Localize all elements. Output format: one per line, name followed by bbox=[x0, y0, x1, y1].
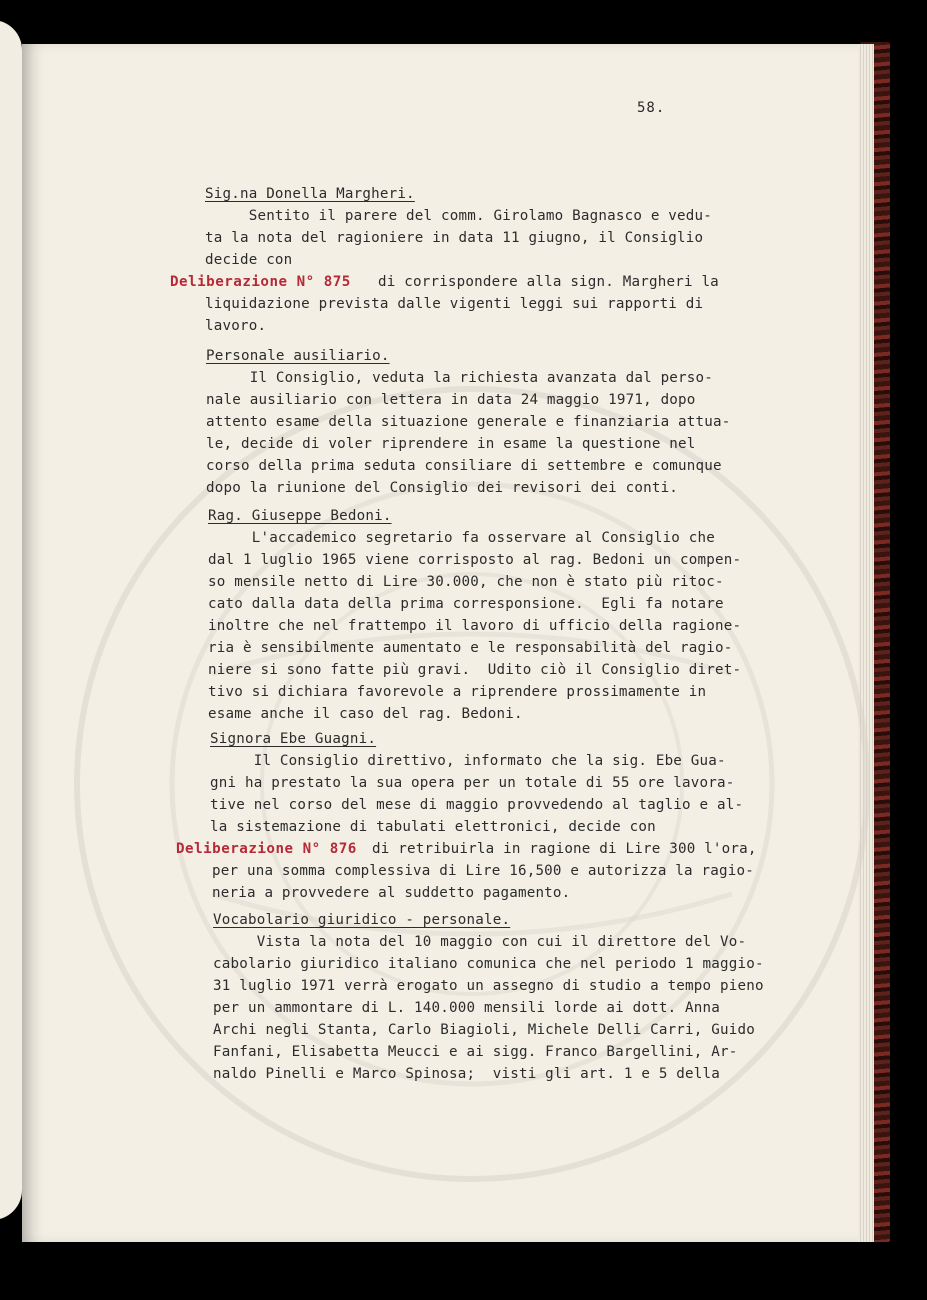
paragraph-line: ria è sensibilmente aumentato e le responsabilità del ragio- bbox=[208, 640, 733, 656]
paragraph-line: per un ammontare di L. 140.000 mensili lorde ai dott. Anna bbox=[213, 1000, 721, 1016]
paragraph-line: le, decide di voler riprendere in esame la questione nel bbox=[206, 436, 696, 452]
paragraph-line: Archi negli Stanta, Carlo Biagioli, Michele Delli Carri, Guido bbox=[213, 1022, 755, 1038]
paragraph-line: L'accademico segretario fa osservare al Consiglio che bbox=[208, 530, 716, 546]
section-heading-vocabolario: Vocabolario giuridico - personale. bbox=[213, 912, 511, 928]
section-heading-personale: Personale ausiliario. bbox=[206, 348, 390, 364]
paragraph-line: per una somma complessiva di Lire 16,500 e autorizza la ragio- bbox=[212, 863, 754, 879]
paragraph-line: Sentito il parere del comm. Girolamo Bagnasco e vedu- bbox=[205, 208, 713, 224]
paragraph-line: dal 1 luglio 1965 viene corrisposto al rag. Bedoni un compen- bbox=[208, 552, 742, 568]
paragraph-line: naldo Pinelli e Marco Spinosa; visti gli art. 1 e 5 della bbox=[213, 1066, 721, 1082]
paragraph-line: Vista la nota del 10 maggio con cui il direttore del Vo- bbox=[213, 934, 747, 950]
paragraph-line: tive nel corso del mese di maggio provvedendo al taglio e al- bbox=[210, 797, 744, 813]
paragraph-line: corso della prima seduta consiliare di settembre e comunque bbox=[206, 458, 722, 474]
paragraph-line: nale ausiliario con lettera in data 24 maggio 1971, dopo bbox=[206, 392, 696, 408]
deliberation-text: di retribuirla in ragione di Lire 300 l'ora, bbox=[372, 841, 757, 857]
deliberation-label-875: Deliberazione N° 875 bbox=[170, 274, 351, 290]
deliberation-text: di corrispondere alla sign. Margheri la bbox=[378, 274, 719, 290]
paragraph-line: cabolario giuridico italiano comunica che nel periodo 1 maggio- bbox=[213, 956, 764, 972]
paragraph-line: gni ha prestato la sua opera per un totale di 55 ore lavora- bbox=[210, 775, 735, 791]
section-heading-bedoni: Rag. Giuseppe Bedoni. bbox=[208, 508, 392, 524]
paragraph-line: liquidazione prevista dalle vigenti leggi sui rapporti di bbox=[205, 296, 704, 312]
paragraph-line: so mensile netto di Lire 30.000, che non è stato più ritoc- bbox=[208, 574, 724, 590]
deliberation-label-876: Deliberazione N° 876 bbox=[176, 841, 357, 857]
paragraph-line: Fanfani, Elisabetta Meucci e ai sigg. Franco Bargellini, Ar- bbox=[213, 1044, 738, 1060]
section-heading-guagni: Signora Ebe Guagni. bbox=[210, 731, 377, 747]
paragraph-line: inoltre che nel frattempo il lavoro di ufficio della ragione- bbox=[208, 618, 742, 634]
paragraph-line: decide con bbox=[205, 252, 293, 268]
paragraph-line: dopo la riunione del Consiglio dei revisori dei conti. bbox=[206, 480, 679, 496]
paragraph-line: cato dalla data della prima corresponsione. Egli fa notare bbox=[208, 596, 724, 612]
paragraph-line: la sistemazione di tabulati elettronici, decide con bbox=[210, 819, 656, 835]
paragraph-line: lavoro. bbox=[205, 318, 267, 334]
paragraph-line: niere si sono fatte più gravi. Udito ciò il Consiglio diret- bbox=[208, 662, 742, 678]
paragraph-line: attento esame della situazione generale e finanziaria attua- bbox=[206, 414, 731, 430]
paragraph-line: ta la nota del ragioniere in data 11 giugno, il Consiglio bbox=[205, 230, 704, 246]
paragraph-line: esame anche il caso del rag. Bedoni. bbox=[208, 706, 523, 722]
paragraph-line: Il Consiglio direttivo, informato che la sig. Ebe Gua- bbox=[210, 753, 726, 769]
section-heading-margheri: Sig.na Donella Margheri. bbox=[205, 186, 415, 202]
paragraph-line: neria a provvedere al suddetto pagamento. bbox=[212, 885, 571, 901]
paragraph-line: tivo si dichiara favorevole a riprendere prossimamente in bbox=[208, 684, 707, 700]
facing-page-edge bbox=[0, 20, 22, 1220]
paragraph-line: Il Consiglio, veduta la richiesta avanzata dal perso- bbox=[206, 370, 714, 386]
page-number: 58. bbox=[637, 100, 666, 116]
paragraph-line: 31 luglio 1971 verrà erogato un assegno di studio a tempo pieno bbox=[213, 978, 764, 994]
